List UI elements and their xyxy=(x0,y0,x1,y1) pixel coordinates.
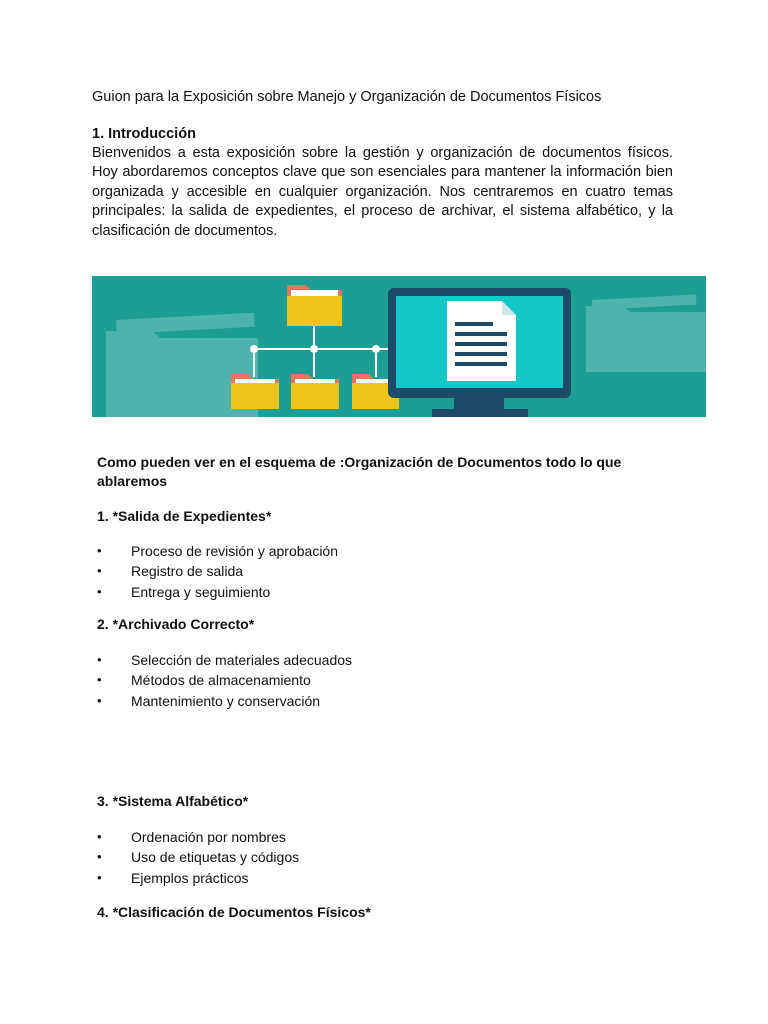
bullet-icon: • xyxy=(97,652,102,667)
bullet-icon: • xyxy=(97,583,102,599)
section-heading-sistema-alfabetico: 3. *Sistema Alfabético* xyxy=(97,793,249,809)
document-organization-banner xyxy=(92,276,706,417)
bullet-icon: • xyxy=(97,563,102,579)
bullet-icon: • xyxy=(97,869,102,885)
document-title: Guion para la Exposición sobre Manejo y Organización de Documentos Físicos xyxy=(92,89,602,105)
section-heading-salida-expedientes: 1. *Salida de Expedientes* xyxy=(97,508,272,524)
bullet-icon: • xyxy=(97,672,102,688)
introduction-paragraph: Bienvenidos a esta exposición sobre la gestión y organización de documentos físicos. Hoy abordaremos conceptos clave que son esenciales para mantener la información bien organizada y accesible en cualquier organización. Nos centraremos en cuatro temas principales: la salida de expedientes, el proceso de archivar, el sistema alfabético, y la clasificación de documentos. xyxy=(92,145,673,239)
section-heading-clasificacion-documentos: 4. *Clasificación de Documentos Físicos* xyxy=(97,904,371,920)
bullet-icon: • xyxy=(97,543,102,558)
document-icon xyxy=(447,301,516,381)
folder-icon xyxy=(287,285,342,326)
bullet-icon: • xyxy=(97,692,102,708)
folder-icon xyxy=(291,374,339,409)
introduction-heading: 1. Introducción xyxy=(92,126,196,142)
bullet-icon: • xyxy=(97,849,102,865)
folder-icon xyxy=(231,374,279,409)
scheme-intro-text: Como pueden ver en el esquema de :Organización de Documentos todo lo que ablaremos xyxy=(97,454,622,489)
bullet-icon: • xyxy=(97,829,102,844)
section-heading-archivado-correcto: 2. *Archivado Correcto* xyxy=(97,616,255,632)
